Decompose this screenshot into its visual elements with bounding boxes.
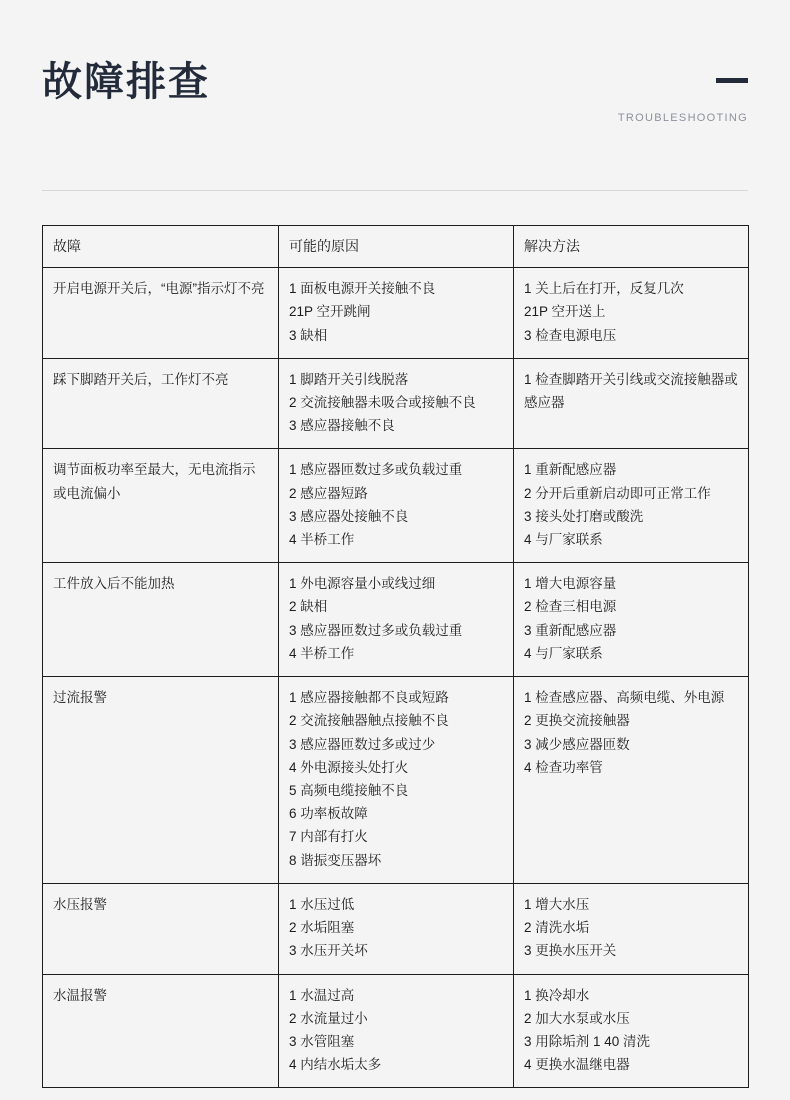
cell-fault	[43, 268, 279, 359]
solution-line: 3 减少感应器匝数	[524, 736, 630, 752]
table-row	[43, 268, 749, 359]
cause-line: 3 感应器匝数过多或过少	[289, 736, 436, 752]
solution-line: 2 检查三相电源	[524, 599, 617, 615]
cause-line: 3 缺相	[289, 327, 328, 343]
cell-solutions	[514, 449, 749, 563]
solution-line: 3 检查电源电压	[524, 327, 617, 343]
cell-causes	[279, 358, 514, 449]
accent-dash	[716, 78, 748, 83]
solution-line: 1 增大水压	[524, 896, 590, 912]
cause-line: 21P 空开跳闸	[289, 304, 371, 320]
cause-line: 2 交流接触器未吸合或接触不良	[289, 394, 476, 410]
solution-line: 1 增大电源容量	[524, 576, 617, 592]
column-header-causes: 可能的原因	[279, 226, 514, 268]
solution-line: 2 更换交流接触器	[524, 713, 630, 729]
cell-fault	[43, 449, 279, 563]
solution-line: 1 关上后在打开，反复几次	[524, 281, 684, 297]
table-row	[43, 449, 749, 563]
cell-solutions	[514, 677, 749, 884]
solution-line: 4 与厂家联系	[524, 532, 603, 548]
cause-line: 1 感应器接触都不良或短路	[289, 690, 449, 706]
fault-text: 开启电源开关后，“电源”指示灯不亮	[53, 281, 265, 297]
column-header-fault: 故障	[43, 226, 279, 268]
table-header-row	[43, 226, 749, 268]
cell-causes	[279, 563, 514, 677]
page-header	[42, 0, 748, 190]
table-row	[43, 883, 749, 974]
table-body	[43, 268, 749, 1088]
table-row	[43, 974, 749, 1088]
table-row	[43, 677, 749, 884]
solution-line: 1 检查脚踏开关引线或交流接触器或感应器	[524, 371, 738, 410]
cell-causes	[279, 974, 514, 1088]
cause-line: 1 感应器匝数过多或负载过重	[289, 462, 463, 478]
cause-line: 1 面板电源开关接触不良	[289, 281, 436, 297]
fault-text: 工件放入后不能加热	[53, 576, 175, 592]
solution-line: 4 更换水温继电器	[524, 1057, 630, 1073]
cause-line: 1 水温过高	[289, 987, 355, 1003]
cell-fault	[43, 563, 279, 677]
cell-solutions	[514, 268, 749, 359]
solution-line: 21P 空开送上	[524, 304, 606, 320]
cell-fault	[43, 677, 279, 884]
cause-line: 1 脚踏开关引线脱落	[289, 371, 409, 387]
solution-line: 4 检查功率管	[524, 759, 603, 775]
cell-causes	[279, 268, 514, 359]
page-subtitle: TROUBLESHOOTING	[617, 112, 748, 124]
cell-solutions	[514, 563, 749, 677]
cause-line: 1 水压过低	[289, 896, 355, 912]
cause-line: 2 水垢阻塞	[289, 920, 355, 936]
cell-fault	[43, 883, 279, 974]
cause-line: 6 功率板故障	[289, 806, 368, 822]
cause-line: 3 水管阻塞	[289, 1033, 355, 1049]
cause-line: 3 感应器匝数过多或负载过重	[289, 622, 463, 638]
fault-text: 过流报警	[53, 690, 107, 706]
solution-line: 2 分开后重新启动即可正常工作	[524, 485, 711, 501]
solution-line: 4 与厂家联系	[524, 645, 603, 661]
cause-line: 2 感应器短路	[289, 485, 368, 501]
solution-line: 1 换冷却水	[524, 987, 590, 1003]
cause-line: 2 交流接触器触点接触不良	[289, 713, 449, 729]
fault-text: 水温报警	[53, 987, 107, 1003]
cause-line: 4 外电源接头处打火	[289, 759, 409, 775]
troubleshooting-table	[42, 225, 749, 1088]
cause-line: 7 内部有打火	[289, 829, 368, 845]
solution-line: 3 接头处打磨或酸洗	[524, 508, 644, 524]
fault-text: 水压报警	[53, 896, 107, 912]
cause-line: 4 内结水垢太多	[289, 1057, 382, 1073]
cause-line: 3 感应器处接触不良	[289, 508, 409, 524]
solution-line: 3 重新配感应器	[524, 622, 617, 638]
cell-causes	[279, 883, 514, 974]
cell-fault	[43, 358, 279, 449]
solution-line: 2 清洗水垢	[524, 920, 590, 936]
solution-line: 3 用除垢剂 1 40 清洗	[524, 1033, 651, 1049]
column-header-solutions: 解决方法	[514, 226, 749, 268]
cause-line: 3 感应器接触不良	[289, 418, 395, 434]
cause-line: 2 水流量过小	[289, 1010, 368, 1026]
cell-solutions	[514, 974, 749, 1088]
cell-solutions	[514, 883, 749, 974]
solution-line: 1 重新配感应器	[524, 462, 617, 478]
troubleshooting-table-wrap	[42, 225, 748, 1088]
cause-line: 2 缺相	[289, 599, 328, 615]
cause-line: 1 外电源容量小或线过细	[289, 576, 436, 592]
table-row	[43, 563, 749, 677]
cause-line: 4 半桥工作	[289, 645, 355, 661]
cause-line: 3 水压开关坏	[289, 943, 368, 959]
table-row	[43, 358, 749, 449]
header-divider	[42, 190, 748, 191]
page-title: 故障排查	[42, 60, 210, 104]
solution-line: 1 检查感应器、高频电缆、外电源	[524, 690, 725, 706]
cell-causes	[279, 449, 514, 563]
cell-causes	[279, 677, 514, 884]
cause-line: 5 高频电缆接触不良	[289, 783, 409, 799]
cause-line: 8 谐振变压器坏	[289, 852, 382, 868]
cell-solutions	[514, 358, 749, 449]
cause-line: 4 半桥工作	[289, 532, 355, 548]
cell-fault	[43, 974, 279, 1088]
fault-text: 调节面板功率至最大，无电流指示或电流偏小	[53, 462, 256, 501]
solution-line: 3 更换水压开关	[524, 943, 617, 959]
fault-text: 踩下脚踏开关后，工作灯不亮	[53, 371, 229, 387]
solution-line: 2 加大水泵或水压	[524, 1010, 630, 1026]
